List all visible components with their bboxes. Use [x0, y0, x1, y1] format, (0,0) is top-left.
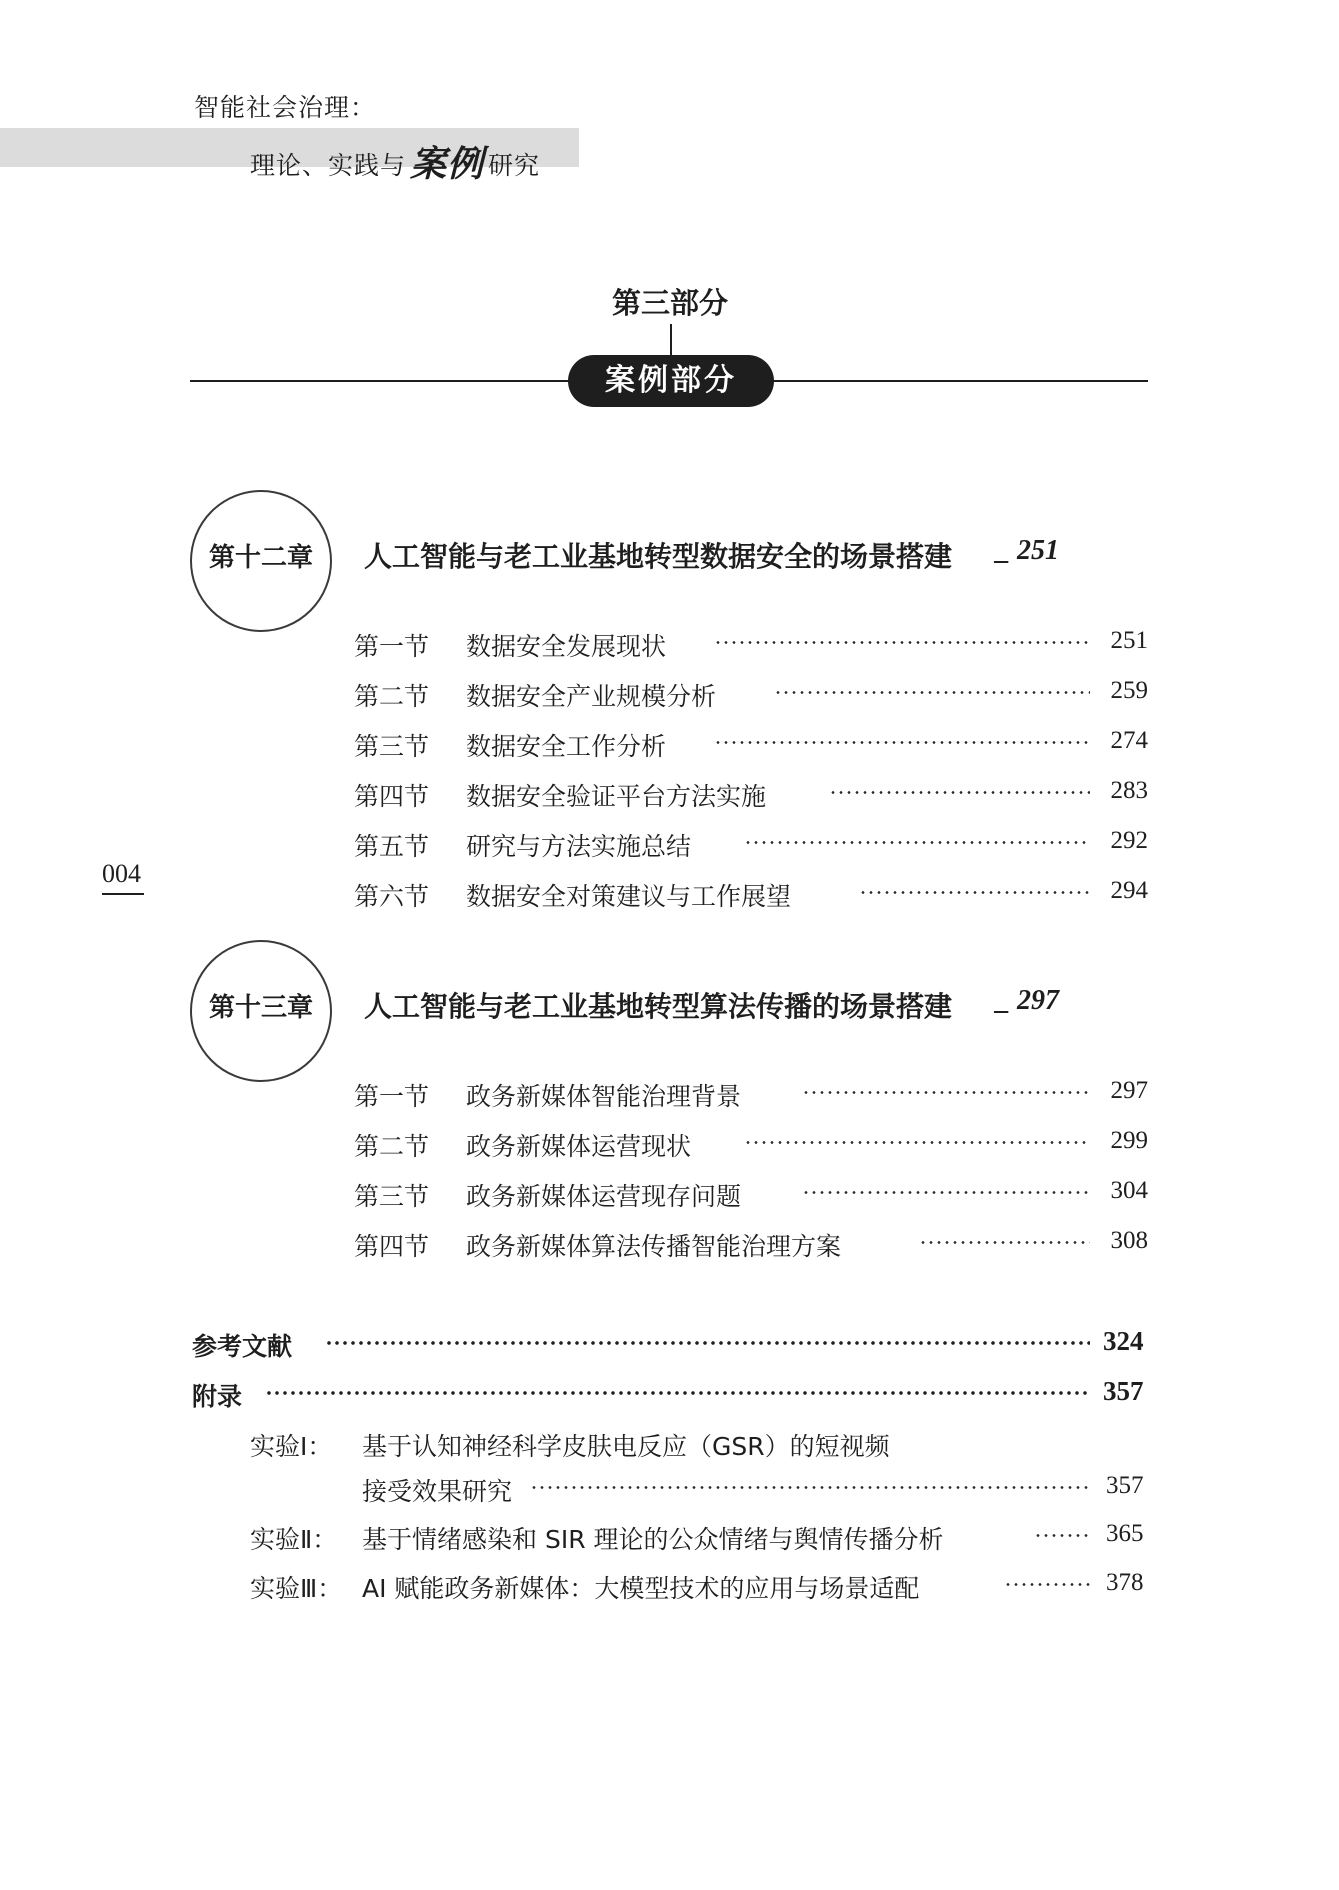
experiment-title[interactable]: AI 赋能政务新媒体：大模型技术的应用与场景适配: [362, 1574, 920, 1603]
chapter-title[interactable]: 人工智能与老工业基地转型算法传播的场景搭建: [364, 990, 953, 1023]
section-label: 第六节: [354, 882, 430, 911]
part-name-badge: 案例部分: [568, 355, 774, 407]
toc-entry[interactable]: [354, 1077, 1148, 1113]
toc-entry[interactable]: [354, 627, 1148, 663]
section-page: 304: [1110, 1177, 1148, 1204]
section-label: 第一节: [354, 632, 430, 661]
section-label: 第四节: [354, 1232, 430, 1261]
experiment-page: 365: [1106, 1520, 1144, 1547]
leader-dots: [802, 1191, 1090, 1194]
section-title: 政务新媒体算法传播智能治理方案: [466, 1232, 842, 1261]
toc-entry[interactable]: [354, 677, 1148, 713]
section-page: 251: [1110, 627, 1148, 654]
leader-dots: [802, 1091, 1090, 1094]
section-page: 259: [1110, 677, 1148, 704]
leader-dots: [859, 891, 1090, 894]
experiment-page: 357: [1106, 1472, 1144, 1499]
section-label: 第一节: [354, 1082, 430, 1111]
book-title-line1: 智能社会治理：: [194, 93, 377, 122]
section-label: 第二节: [354, 1132, 430, 1161]
section-title: 政务新媒体运营现状: [466, 1132, 692, 1161]
leader-dots: [744, 1141, 1090, 1144]
section-page: 308: [1110, 1227, 1148, 1254]
experiment-title-cont[interactable]: 接受效果研究: [362, 1477, 513, 1506]
chapter-label: 第十二章: [208, 543, 313, 573]
book-title-part-a: 理论、实践与: [250, 151, 407, 180]
chapter-page[interactable]: _ 251: [996, 535, 1059, 566]
section-title: 政务新媒体运营现存问题: [466, 1182, 742, 1211]
section-page: 283: [1110, 777, 1148, 804]
toc-entry[interactable]: [354, 827, 1148, 863]
part-number: 第三部分: [611, 286, 728, 320]
experiment-title[interactable]: 基于情绪感染和 SIR 理论的公众情绪与舆情传播分析: [362, 1525, 944, 1554]
book-title-part-b: 研究: [488, 151, 541, 180]
section-label: 第三节: [354, 1182, 430, 1211]
section-page: 297: [1110, 1077, 1148, 1104]
toc-entry[interactable]: [354, 877, 1148, 913]
leader-dots: [829, 791, 1090, 794]
section-title: 数据安全对策建议与工作展望: [466, 882, 792, 911]
toc-entry[interactable]: [354, 1127, 1148, 1163]
experiment-label: 实验Ⅲ：: [250, 1574, 343, 1603]
experiment-label: 实验Ⅱ：: [250, 1525, 338, 1554]
book-title-line2: [250, 134, 540, 185]
experiment-title[interactable]: 基于认知神经科学皮肤电反应（GSR）的短视频: [362, 1432, 890, 1461]
references-page[interactable]: 324: [1103, 1326, 1144, 1356]
leader-dots: [1034, 1534, 1090, 1537]
book-title-emphasis: 案例: [410, 143, 485, 185]
section-page: 274: [1110, 727, 1148, 754]
section-title: 数据安全产业规模分析: [466, 682, 717, 711]
toc-entry[interactable]: [354, 1177, 1148, 1213]
section-page: 294: [1110, 877, 1148, 904]
leader-dots: [1004, 1583, 1090, 1586]
page-number-rule: [102, 893, 144, 895]
section-label: 第五节: [354, 832, 430, 861]
leader-dots: [774, 691, 1090, 694]
leader-dots: [919, 1241, 1090, 1244]
references-label[interactable]: 参考文献: [192, 1332, 293, 1361]
page-number: 004: [102, 859, 141, 888]
section-title: 数据安全验证平台方法实施: [466, 782, 767, 811]
section-label: 第二节: [354, 682, 430, 711]
appendix-page[interactable]: 357: [1103, 1376, 1144, 1406]
section-title: 政务新媒体智能治理背景: [466, 1082, 742, 1111]
toc-entry[interactable]: [354, 777, 1148, 813]
leader-dots: [714, 741, 1090, 744]
chapter-13: [0, 940, 1339, 1090]
section-title: 数据安全工作分析: [466, 732, 667, 761]
leader-dots: [265, 1391, 1090, 1395]
section-label: 第三节: [354, 732, 430, 761]
leader-dots: [744, 841, 1090, 844]
experiment-page: 378: [1106, 1569, 1144, 1596]
section-page: 299: [1110, 1127, 1148, 1154]
section-label: 第四节: [354, 782, 430, 811]
chapter-12: [0, 490, 1339, 640]
section-page: 292: [1110, 827, 1148, 854]
leader-dots: [325, 1341, 1090, 1345]
experiment-label: 实验Ⅰ：: [250, 1432, 333, 1461]
chapter-title[interactable]: 人工智能与老工业基地转型数据安全的场景搭建: [364, 540, 953, 573]
chapter-page[interactable]: _ 297: [996, 985, 1059, 1016]
section-title: 数据安全发展现状: [466, 632, 667, 661]
section-title: 研究与方法实施总结: [466, 832, 692, 861]
leader-dots: [530, 1486, 1090, 1489]
chapter-label: 第十三章: [208, 993, 313, 1023]
appendix-label[interactable]: 附录: [192, 1382, 243, 1411]
toc-entry[interactable]: [354, 1227, 1148, 1263]
leader-dots: [714, 641, 1090, 644]
toc-entry[interactable]: [354, 727, 1148, 763]
